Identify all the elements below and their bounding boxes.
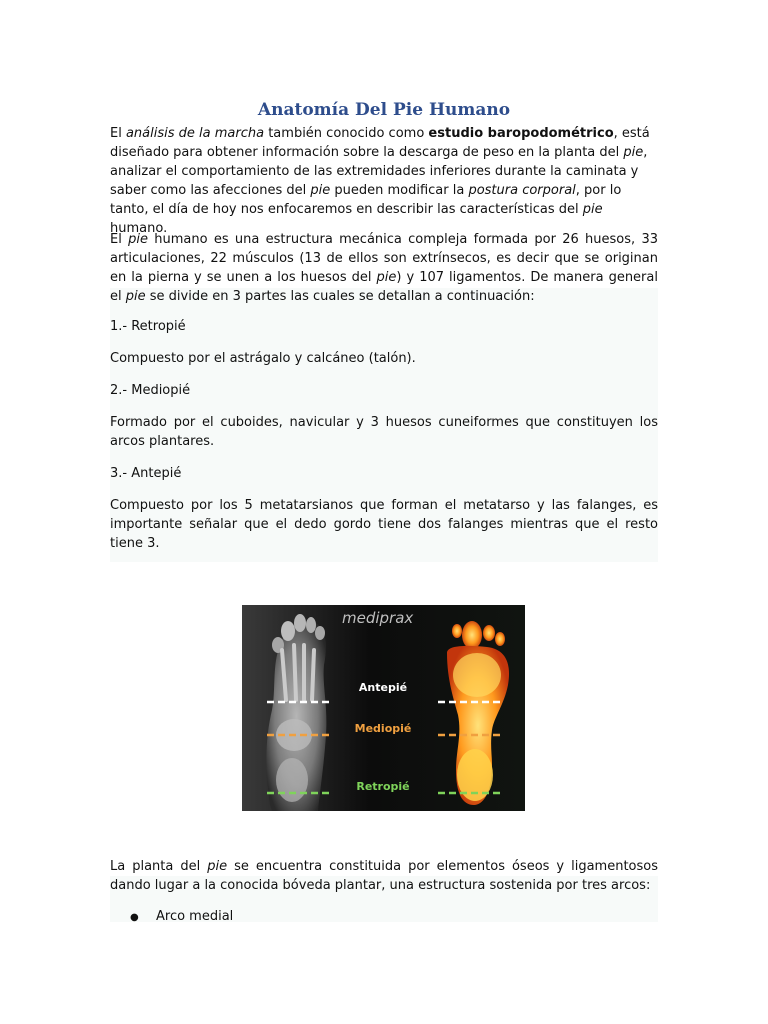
brand-logo: mediprax xyxy=(342,609,414,627)
section-heading-mediopie: 2.- Mediopié xyxy=(110,383,191,398)
foot-xray-figure xyxy=(242,605,525,811)
foot-illustration xyxy=(242,605,525,811)
list-item-label: Arco medial xyxy=(156,909,234,924)
label-mediopie: Mediopié xyxy=(354,722,412,735)
bullet-icon: ● xyxy=(130,912,139,923)
xray-foot xyxy=(266,614,326,811)
plantar-paragraph: La planta del pie se encuentra constituida por elementos óseos y ligamentosos dando lugar a la conocida bóveda plantar, una estructura sostenida por tres arcos: xyxy=(110,859,658,893)
section-heading-antepie: 3.- Antepié xyxy=(110,466,182,481)
section-text-retropie: Compuesto por el astrágalo y calcáneo (talón). xyxy=(110,351,416,366)
label-antepie: Antepié xyxy=(358,681,408,694)
section-heading-retropie: 1.- Retropié xyxy=(110,319,186,334)
list-item xyxy=(130,907,233,927)
section-text-mediopie: Formado por el cuboides, navicular y 3 huesos cuneiformes que constituyen los arcos plantares. xyxy=(110,415,658,449)
page-title: Anatomía Del Pie Humano xyxy=(257,100,511,120)
label-retropie: Retropié xyxy=(356,780,410,793)
structure-paragraph: El pie humano es una estructura mecánica compleja formada por 26 huesos, 33 articulaciones, 22 músculos (13 de ellos son extrínsecos, es decir que se originan en la pierna y se unen a los huesos del pie) y 107 ligamentos. De manera general el pie se divide en 3 partes las cuales se detallan a continuación: xyxy=(110,232,658,304)
section-text-antepie: Compuesto por los 5 metatarsianos que forman el metatarso y las falanges, es importante señalar que el dedo gordo tiene dos falanges mientras que el resto tiene 3. xyxy=(110,498,658,551)
intro-paragraph: El análisis de la marcha también conocido como estudio baropodométrico, está diseñado para obtener información sobre la descarga de peso en la planta del pie, analizar el comportamiento de las extremidades inferiores durante la caminata y saber como las afecciones del pie pueden modificar la postura corporal, por lo tanto, el día de hoy nos enfocaremos en describir las características del pie humano. xyxy=(110,126,650,236)
